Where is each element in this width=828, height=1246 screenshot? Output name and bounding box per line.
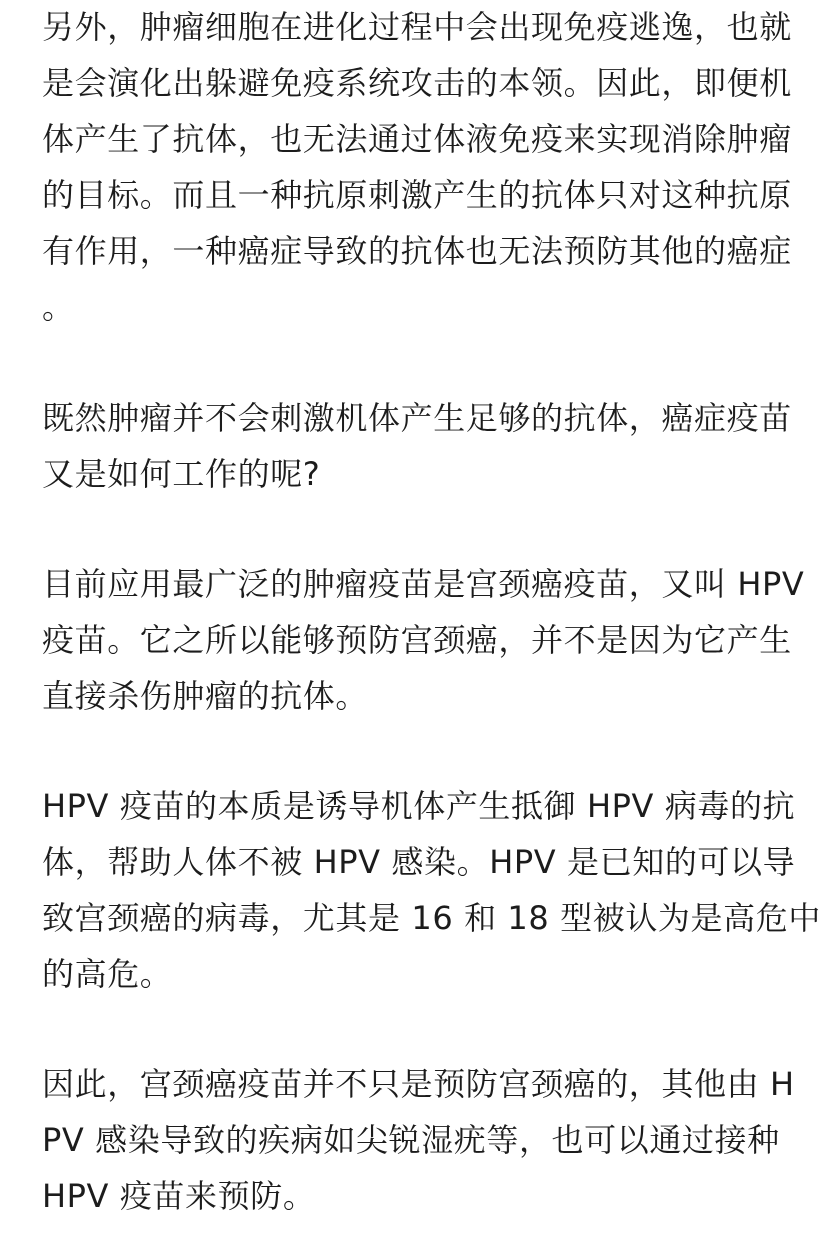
text-line: PV 感染导致的疾病如尖锐湿疣等，也可以通过接种 xyxy=(42,1121,780,1159)
text-line: 又是如何工作的呢? xyxy=(42,455,321,493)
text-line: 既然肿瘤并不会刺激机体产生足够的抗体，癌症疫苗 xyxy=(42,399,792,437)
text-line: 体产生了抗体，也无法通过体液免疫来实现消除肿瘤 xyxy=(42,120,792,158)
text-line: 直接杀伤肿瘤的抗体。 xyxy=(42,677,369,715)
text-line: HPV 疫苗的本质是诱导机体产生抵御 HPV 病毒的抗 xyxy=(42,787,796,825)
text-line: 另外，肿瘤细胞在进化过程中会出现免疫逃逸，也就 xyxy=(42,8,792,46)
text-line: 有作用，一种癌症导致的抗体也无法预防其他的癌症 xyxy=(42,232,792,270)
text-line: 致宫颈癌的病毒，尤其是 16 和 18 型被认为是高危中 xyxy=(42,899,821,937)
text-line: HPV 疫苗来预防。 xyxy=(42,1177,316,1215)
text-line: 疫苗。它之所以能够预防宫颈癌，并不是因为它产生 xyxy=(42,621,792,659)
text-line: 的目标。而且一种抗原刺激产生的抗体只对这种抗原 xyxy=(42,176,792,214)
text-line: 体，帮助人体不被 HPV 感染。HPV 是已知的可以导 xyxy=(42,843,796,881)
text-line: 目前应用最广泛的肿瘤疫苗是宫颈癌疫苗，又叫 HPV xyxy=(42,565,805,603)
text-line: 是会演化出躲避免疫系统攻击的本领。因此，即便机 xyxy=(42,64,792,102)
text-line: 因此，宫颈癌疫苗并不只是预防宫颈癌的，其他由 H xyxy=(42,1065,795,1103)
text-line: 的高危。 xyxy=(42,955,173,993)
text-line: 。 xyxy=(42,288,75,326)
